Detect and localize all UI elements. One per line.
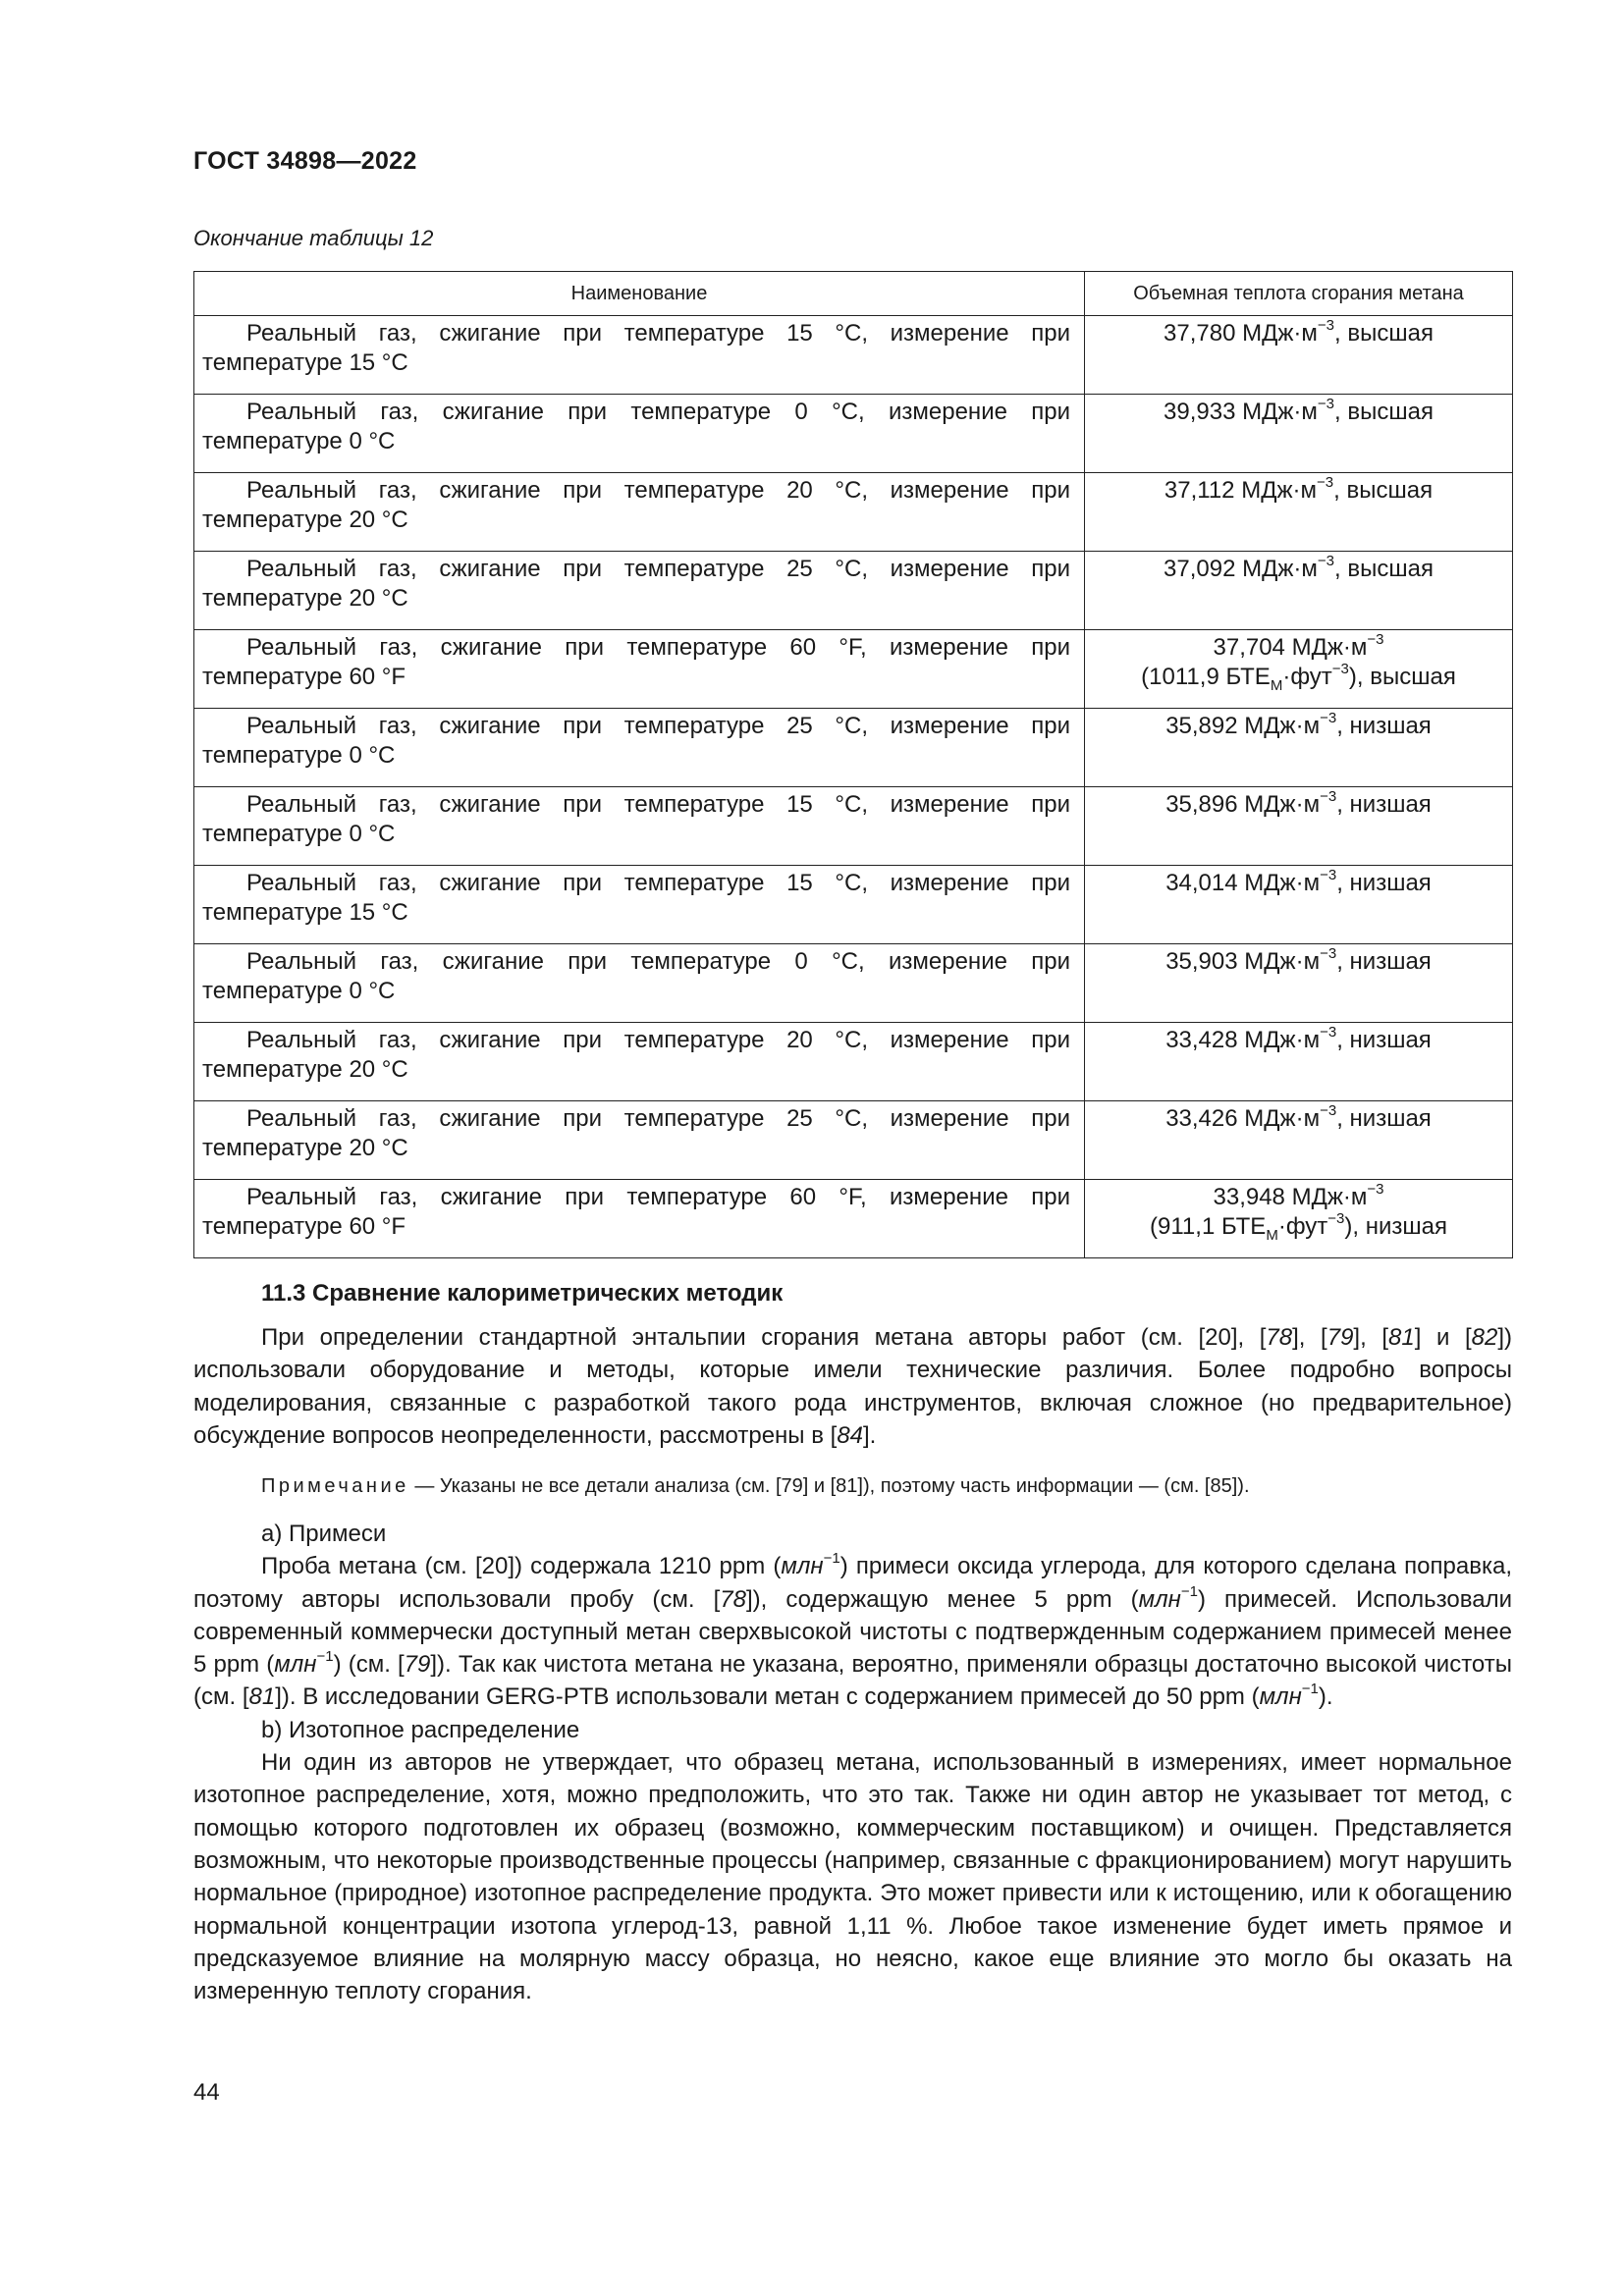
- item-a-label: а) Примеси: [261, 1521, 387, 1547]
- heat-value: 37,780: [1164, 320, 1236, 347]
- heat-kind: высшая: [1370, 664, 1456, 690]
- row-name-cell: Реальный газ, сжигание при температуре 15 °C, измерение при температуре 15 °C: [194, 866, 1085, 944]
- table-body: [194, 316, 1513, 1258]
- table-row: [194, 787, 1513, 866]
- heat-value: 33,948: [1213, 1184, 1285, 1210]
- table-caption: Окончание таблицы 12: [193, 226, 434, 250]
- table-row: [194, 316, 1513, 395]
- row-value-cell: 33,948 $МДж\cdot м^{-3}$ (911,1 $БТЕ_М\cdot фут^{-3}$), низшая: [1085, 1180, 1513, 1258]
- heat-value: 35,896: [1165, 791, 1238, 818]
- note-text: — Указаны не все детали анализа (см. [79] и [81]), поэтому часть информации — (см. [85]).: [408, 1475, 1250, 1497]
- column-header-name: Наименование: [194, 272, 1085, 316]
- heat-of-combustion-table: [193, 271, 1513, 1258]
- row-name-cell: Реальный газ, сжигание при температуре 20 °C, измерение при температуре 20 °C: [194, 473, 1085, 552]
- row-value-cell: 37,780 $МДж\cdot м^{-3}$, высшая: [1085, 316, 1513, 395]
- heat-value: 35,903: [1165, 948, 1238, 975]
- column-header-value: Объемная теплота сгорания метана: [1085, 272, 1513, 316]
- heat-value: 34,014: [1165, 870, 1238, 896]
- item-a-text: Проба метана (см. [20]) содержала 1210 ppm (млн$^{-1}$) примеси оксида углерода, для которого сделана поправка, поэтому авторы использовали пробу (см. [78]), содержащую менее 5 ppm (млн$^{-1}$) примесей. Использовали современный коммерчески доступный метан сверхвысокой чистоты с подтвержденным содержанием примесей менее 5 ppm (млн$^{-1}$) (см. [79]). Так как чистота метана не указана, вероятно, применяли образцы достаточно высокой чистоты (см. [81]). В исследовании GERG-PTB использовали метан с содержанием примесей до 50 ppm (млн$^{-1}$).: [193, 1550, 1512, 1711]
- heat-kind: высшая: [1347, 399, 1434, 425]
- heat-kind: низшая: [1349, 948, 1432, 975]
- heat-kind: низшая: [1365, 1213, 1447, 1240]
- row-name-cell: Реальный газ, сжигание при температуре 0 °C, измерение при температуре 0 °C: [194, 395, 1085, 473]
- row-value-cell: 37,704 $МДж\cdot м^{-3}$ (1011,9 $БТЕ_М\cdot фут^{-3}$), высшая: [1085, 630, 1513, 709]
- table-row: [194, 866, 1513, 944]
- heat-value: 39,933: [1164, 399, 1236, 425]
- btu-value: 1011,9: [1149, 664, 1219, 690]
- paragraph-1-text: При определении стандартной энтальпии сгорания метана авторы работ (см. [20], [78], [79], [81] и [82]) использовали оборудование и методы, которые имели технические различия. Более подробно вопросы моделирования, связанные с разработкой такого рода инструментов, включая сложное (но предварительное) обсуждение вопросов неопределенности, рассмотрены в [84].: [193, 1324, 1513, 1449]
- table-header-row: [194, 272, 1513, 316]
- table-row: [194, 473, 1513, 552]
- row-name-cell: Реальный газ, сжигание при температуре 25 °C, измерение при температуре 20 °C: [194, 1101, 1085, 1180]
- heat-value: 33,426: [1165, 1105, 1238, 1132]
- row-name-cell: Реальный газ, сжигание при температуре 60 °F, измерение при температуре 60 °F: [194, 1180, 1085, 1258]
- btu-value: 911,1: [1158, 1213, 1216, 1240]
- item-b-label: b) Изотопное распределение: [261, 1716, 580, 1743]
- heat-kind: низшая: [1349, 870, 1432, 896]
- row-name-cell: Реальный газ, сжигание при температуре 25 °C, измерение при температуре 0 °C: [194, 709, 1085, 787]
- heat-kind: высшая: [1347, 556, 1434, 582]
- note-label: Примечание: [261, 1475, 409, 1497]
- paragraph-1: [193, 1321, 1512, 1452]
- document-id: ГОСТ 34898—2022: [193, 147, 417, 175]
- heat-kind: низшая: [1349, 791, 1432, 818]
- row-value-cell: 35,903 $МДж\cdot м^{-3}$, низшая: [1085, 944, 1513, 1023]
- row-value-cell: 33,426 $МДж\cdot м^{-3}$, низшая: [1085, 1101, 1513, 1180]
- heat-value: 37,092: [1164, 556, 1236, 582]
- heat-value: 37,704: [1213, 634, 1285, 661]
- heat-kind: низшая: [1349, 1105, 1432, 1132]
- row-value-cell: 37,092 $МДж\cdot м^{-3}$, высшая: [1085, 552, 1513, 630]
- page-number: 44: [193, 2079, 220, 2106]
- row-value-cell: 35,892 $МДж\cdot м^{-3}$, низшая: [1085, 709, 1513, 787]
- section-title: 11.3 Сравнение калориметрических методик: [261, 1280, 784, 1307]
- table-row: [194, 944, 1513, 1023]
- heat-kind: высшая: [1346, 477, 1434, 504]
- row-name-cell: Реальный газ, сжигание при температуре 60 °F, измерение при температуре 60 °F: [194, 630, 1085, 709]
- heat-value: 35,892: [1165, 713, 1238, 739]
- heat-value: 33,428: [1165, 1027, 1238, 1053]
- table-row: [194, 709, 1513, 787]
- row-name-cell: Реальный газ, сжигание при температуре 15 °C, измерение при температуре 0 °C: [194, 787, 1085, 866]
- table-row: [194, 1101, 1513, 1180]
- item-b-text: Ни один из авторов не утверждает, что образец метана, использованный в измерениях, имеет нормальное изотопное распределение, хотя, можно предположить, что это так. Также ни один автор не указывает тот метод, с помощью которого подготовлен их образец (возможно, коммерческим поставщиком) и очищен. Представляется возможным, что некоторые производственные процессы (например, связанные с фракционированием) могут нарушить нормальное (природное) изотопное распределение продукта. Это может привести или к истощению, или к обогащению нормальной концентрации изотопа углерод-13, равной 1,11 %. Любое такое изменение будет иметь прямое и предсказуемое влияние на молярную массу образца, но неясно, какое еще влияние это могло бы оказать на измеренную теплоту сгорания.: [193, 1749, 1512, 2005]
- heat-kind: низшая: [1349, 1027, 1432, 1053]
- row-value-cell: 39,933 $МДж\cdot м^{-3}$, высшая: [1085, 395, 1513, 473]
- table-row: [194, 395, 1513, 473]
- row-name-cell: Реальный газ, сжигание при температуре 20 °C, измерение при температуре 20 °C: [194, 1023, 1085, 1101]
- row-value-cell: 33,428 $МДж\cdot м^{-3}$, низшая: [1085, 1023, 1513, 1101]
- row-name-cell: Реальный газ, сжигание при температуре 15 °C, измерение при температуре 15 °C: [194, 316, 1085, 395]
- note: [261, 1472, 1512, 1500]
- table-row: [194, 1180, 1513, 1258]
- section-a: [193, 1518, 1512, 2007]
- table-row: [194, 552, 1513, 630]
- table-row: [194, 1023, 1513, 1101]
- row-value-cell: 34,014 $МДж\cdot м^{-3}$, низшая: [1085, 866, 1513, 944]
- row-name-cell: Реальный газ, сжигание при температуре 25 °C, измерение при температуре 20 °C: [194, 552, 1085, 630]
- row-name-cell: Реальный газ, сжигание при температуре 0 °C, измерение при температуре 0 °C: [194, 944, 1085, 1023]
- table-row: [194, 630, 1513, 709]
- row-value-cell: 37,112 $МДж\cdot м^{-3}$, высшая: [1085, 473, 1513, 552]
- heat-value: 37,112: [1164, 477, 1235, 504]
- row-value-cell: 35,896 $МДж\cdot м^{-3}$, низшая: [1085, 787, 1513, 866]
- heat-kind: низшая: [1349, 713, 1432, 739]
- heat-kind: высшая: [1347, 320, 1434, 347]
